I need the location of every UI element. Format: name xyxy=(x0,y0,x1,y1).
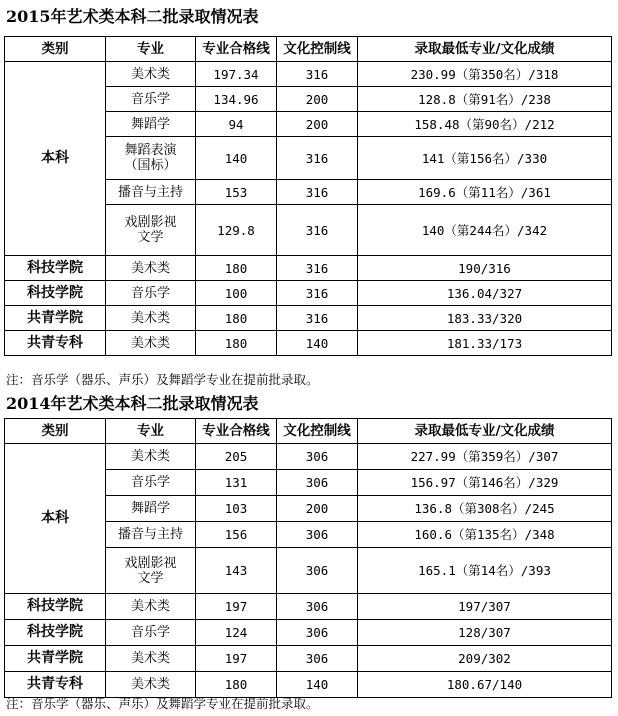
prof-line-cell: 180 xyxy=(196,331,277,356)
header-category: 类别 xyxy=(5,37,106,62)
category-cell: 共青专科 xyxy=(5,672,106,698)
major-cell: 美术类 xyxy=(106,306,196,331)
prof-line-cell: 131 xyxy=(196,470,277,496)
result-cell: 165.1（第14名）/393 xyxy=(358,548,612,594)
major-cell: 播音与主持 xyxy=(106,180,196,205)
culture-line-cell: 306 xyxy=(277,522,358,548)
culture-line-cell: 316 xyxy=(277,137,358,180)
culture-line-cell: 316 xyxy=(277,281,358,306)
major-cell: 戏剧影视 文学 xyxy=(106,205,196,256)
major-cell: 美术类 xyxy=(106,62,196,87)
result-cell: 230.99（第350名）/318 xyxy=(358,62,612,87)
culture-line-cell: 200 xyxy=(277,87,358,112)
table-row xyxy=(5,594,612,620)
culture-line-cell: 316 xyxy=(277,306,358,331)
prof-line-cell: 100 xyxy=(196,281,277,306)
culture-line-cell: 306 xyxy=(277,444,358,470)
culture-line-cell: 316 xyxy=(277,62,358,87)
culture-line-cell: 306 xyxy=(277,620,358,646)
culture-line-cell: 140 xyxy=(277,672,358,698)
header-result: 录取最低专业/文化成绩 xyxy=(358,37,612,62)
category-cell: 科技学院 xyxy=(5,620,106,646)
table-row xyxy=(5,256,612,281)
category-cell: 共青学院 xyxy=(5,646,106,672)
result-cell: 136.8（第308名）/245 xyxy=(358,496,612,522)
major-cell: 舞蹈学 xyxy=(106,112,196,137)
category-cell: 共青专科 xyxy=(5,331,106,356)
major-cell: 舞蹈表演 （国标） xyxy=(106,137,196,180)
table-row xyxy=(5,62,612,87)
category-cell: 本科 xyxy=(5,62,106,256)
result-cell: 181.33/173 xyxy=(358,331,612,356)
prof-line-cell: 140 xyxy=(196,137,277,180)
table-2015 xyxy=(4,36,612,356)
culture-line-cell: 200 xyxy=(277,496,358,522)
prof-line-cell: 103 xyxy=(196,496,277,522)
table-row xyxy=(5,672,612,698)
header-major: 专业 xyxy=(106,419,196,444)
result-cell: 141（第156名）/330 xyxy=(358,137,612,180)
major-cell: 美术类 xyxy=(106,331,196,356)
header-culture-line: 文化控制线 xyxy=(277,37,358,62)
culture-line-cell: 316 xyxy=(277,205,358,256)
result-cell: 180.67/140 xyxy=(358,672,612,698)
result-cell: 227.99（第359名）/307 xyxy=(358,444,612,470)
result-cell: 140（第244名）/342 xyxy=(358,205,612,256)
header-category: 类别 xyxy=(5,419,106,444)
culture-line-cell: 306 xyxy=(277,646,358,672)
header-culture-line: 文化控制线 xyxy=(277,419,358,444)
header-result: 录取最低专业/文化成绩 xyxy=(358,419,612,444)
culture-line-cell: 316 xyxy=(277,256,358,281)
prof-line-cell: 94 xyxy=(196,112,277,137)
major-cell: 音乐学 xyxy=(106,620,196,646)
header-major: 专业 xyxy=(106,37,196,62)
culture-line-cell: 306 xyxy=(277,470,358,496)
table-2014 xyxy=(4,418,612,698)
result-cell: 128/307 xyxy=(358,620,612,646)
culture-line-cell: 306 xyxy=(277,594,358,620)
table-2014-title: 2014年艺术类本科二批录取情况表 xyxy=(6,394,259,413)
prof-line-cell: 124 xyxy=(196,620,277,646)
prof-line-cell: 129.8 xyxy=(196,205,277,256)
prof-line-cell: 180 xyxy=(196,672,277,698)
result-cell: 158.48（第90名）/212 xyxy=(358,112,612,137)
culture-line-cell: 316 xyxy=(277,180,358,205)
result-cell: 156.97（第146名）/329 xyxy=(358,470,612,496)
category-cell: 共青学院 xyxy=(5,306,106,331)
major-cell: 美术类 xyxy=(106,256,196,281)
prof-line-cell: 143 xyxy=(196,548,277,594)
prof-line-cell: 197 xyxy=(196,594,277,620)
major-cell: 音乐学 xyxy=(106,87,196,112)
header-prof-line: 专业合格线 xyxy=(196,419,277,444)
prof-line-cell: 180 xyxy=(196,306,277,331)
major-cell: 美术类 xyxy=(106,594,196,620)
category-cell: 科技学院 xyxy=(5,256,106,281)
major-cell: 美术类 xyxy=(106,646,196,672)
prof-line-cell: 153 xyxy=(196,180,277,205)
prof-line-cell: 197.34 xyxy=(196,62,277,87)
result-cell: 128.8（第91名）/238 xyxy=(358,87,612,112)
table-row xyxy=(5,646,612,672)
table-2015-footnote: 注：音乐学（器乐、声乐）及舞蹈学专业在提前批录取。 xyxy=(6,372,319,387)
table-2014-footnote: 注：音乐学（器乐、声乐）及舞蹈学专业在提前批录取。 xyxy=(6,696,319,711)
table-row xyxy=(5,281,612,306)
prof-line-cell: 180 xyxy=(196,256,277,281)
result-cell: 209/302 xyxy=(358,646,612,672)
prof-line-cell: 134.96 xyxy=(196,87,277,112)
result-cell: 169.6（第11名）/361 xyxy=(358,180,612,205)
category-cell: 科技学院 xyxy=(5,281,106,306)
table-row xyxy=(5,620,612,646)
header-prof-line: 专业合格线 xyxy=(196,37,277,62)
culture-line-cell: 200 xyxy=(277,112,358,137)
major-cell: 戏剧影视 文学 xyxy=(106,548,196,594)
category-cell: 科技学院 xyxy=(5,594,106,620)
table-2015-title: 2015年艺术类本科二批录取情况表 xyxy=(6,7,259,26)
result-cell: 136.04/327 xyxy=(358,281,612,306)
result-cell: 160.6（第135名）/348 xyxy=(358,522,612,548)
major-cell: 美术类 xyxy=(106,672,196,698)
table-row xyxy=(5,444,612,470)
table-header-row xyxy=(5,37,612,62)
major-cell: 舞蹈学 xyxy=(106,496,196,522)
prof-line-cell: 156 xyxy=(196,522,277,548)
major-cell: 音乐学 xyxy=(106,281,196,306)
result-cell: 183.33/320 xyxy=(358,306,612,331)
table-header-row xyxy=(5,419,612,444)
category-cell: 本科 xyxy=(5,444,106,594)
culture-line-cell: 306 xyxy=(277,548,358,594)
culture-line-cell: 140 xyxy=(277,331,358,356)
table-row xyxy=(5,331,612,356)
result-cell: 197/307 xyxy=(358,594,612,620)
prof-line-cell: 197 xyxy=(196,646,277,672)
prof-line-cell: 205 xyxy=(196,444,277,470)
major-cell: 音乐学 xyxy=(106,470,196,496)
table-row xyxy=(5,306,612,331)
major-cell: 美术类 xyxy=(106,444,196,470)
major-cell: 播音与主持 xyxy=(106,522,196,548)
result-cell: 190/316 xyxy=(358,256,612,281)
